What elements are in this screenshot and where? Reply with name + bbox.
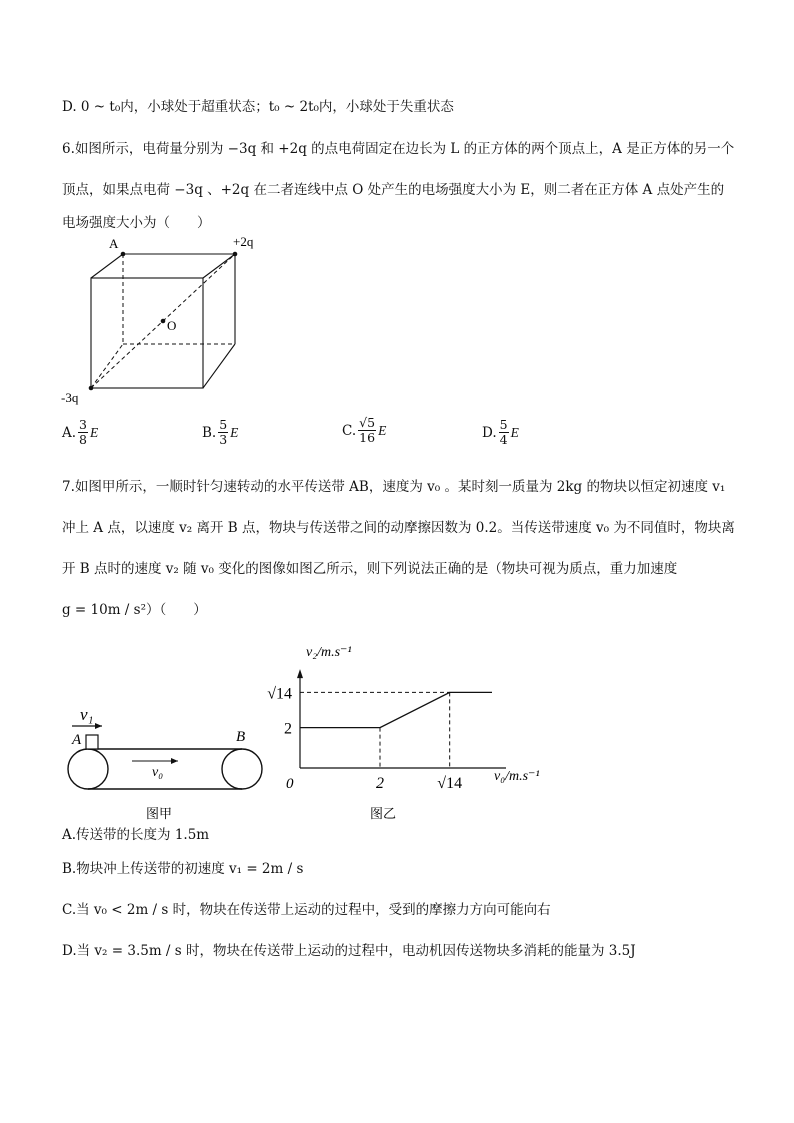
y-tick-label: 2 <box>284 720 292 738</box>
conveyor-label-v0: v₀ <box>152 765 164 780</box>
y-axis-label: v₂/m.s⁻¹ <box>306 645 352 660</box>
q6-stem-line1: 6.如图所示，电荷量分别为 −3q 和 +2q 的点电荷固定在边长为 L 的正方体的两个顶点上，A 是正方体的另一个 <box>62 141 735 157</box>
conveyor-label-a: A <box>72 732 82 748</box>
conveyor-figure <box>60 690 275 825</box>
q6-stem-line2: 顶点，如果点电荷 −3q 、+2q 在二者连线中点 O 处产生的电场强度大小为 E，则二者在正方体 A 点处产生的 <box>62 182 725 198</box>
cube-label-minus3q: -3q <box>61 390 79 405</box>
x-axis-label: v₀/m.s⁻¹ <box>494 769 540 784</box>
q7-stem-line1: 7.如图甲所示，一顺时针匀速转动的水平传送带 AB，速度为 v₀ 。某时刻一质量为 2kg 的物块以恒定初速度 v₁ <box>62 479 726 495</box>
q7-option-d: D.当 v₂ = 3.5m / s 时，物块在传送带上运动的过程中，电动机因传送物块多消耗的能量为 3.5J <box>62 943 636 959</box>
q7-stem-line4: g = 10m / s²）（ ） <box>62 602 207 618</box>
q6-option-a: A. $\frac{3}{8}$ E <box>62 417 99 447</box>
y-tick-label: √14 <box>267 685 292 703</box>
q6-option-b: B. $\frac{5}{3}$ E <box>202 417 239 447</box>
cube-figure <box>55 232 275 407</box>
x-tick-label: √14 <box>437 775 463 792</box>
q6-stem-line3: 电场强度大小为（ ） <box>62 215 211 231</box>
cube-label-plus2q: +2q <box>233 234 254 249</box>
q6-option-c: C. $\frac{√5}{16}$ E <box>342 415 387 445</box>
q6-option-d: D. $\frac{5}{4}$ E <box>482 417 519 447</box>
x-tick-label: 2 <box>376 775 384 792</box>
origin-label: 0 <box>286 776 294 792</box>
q7-stem-line2: 冲上 A 点，以速度 v₂ 离开 B 点，物块与传送带之间的动摩擦因数为 0.2。当传送带速度 v₀ 为不同值时，物块离 <box>62 520 735 536</box>
q5-option-d: D. 0 ~ t₀内，小球处于超重状态；t₀ ~ 2t₀内，小球处于失重状态 <box>62 99 454 115</box>
cube-label-a: A <box>109 236 119 251</box>
conveyor-caption: 图甲 <box>146 806 173 821</box>
cube-label-o: O <box>167 318 177 333</box>
conveyor-label-v1: v₁ <box>80 705 94 724</box>
q7-option-a: A.传送带的长度为 1.5m <box>62 827 210 843</box>
q7-stem-line3: 开 B 点时的速度 v₂ 随 v₀ 变化的图像如图乙所示，则下列说法正确的是（物块可视为质点，重力加速度 <box>62 561 678 577</box>
q7-option-b: B.物块冲上传送带的初速度 v₁ = 2m / s <box>62 861 304 877</box>
series-line <box>300 692 492 727</box>
q7-option-c: C.当 v₀ < 2m / s 时，物块在传送带上运动的过程中，受到的摩擦力方向可能向右 <box>62 902 551 918</box>
y-axis-arrow <box>297 669 303 678</box>
v2-v0-chart <box>255 640 540 825</box>
chart-caption: 图乙 <box>370 806 397 821</box>
conveyor-label-b: B <box>236 729 246 745</box>
